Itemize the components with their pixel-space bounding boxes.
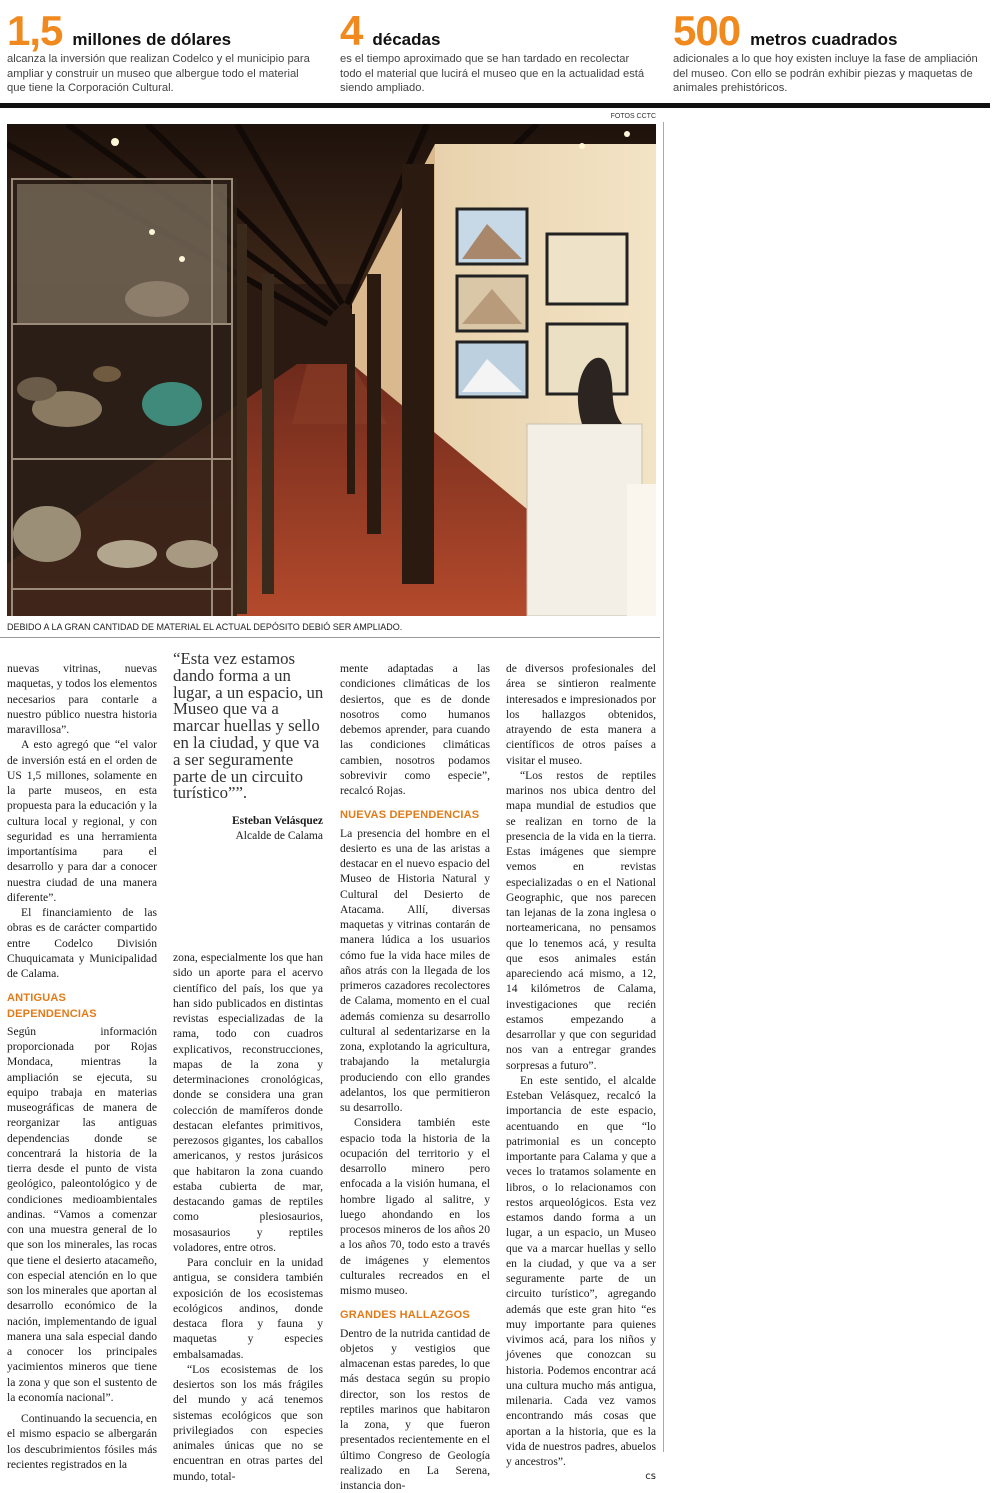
paragraph: zona, especialmente los que han sido un aporte para el acervo científico del país, los que ya han sido publicados en distintas revistas especializadas de la rama, todo con cuadros explicativos, reconstrucciones, mapas de la zona y determinaciones cronológicas, donde se considera una gran colección de mamíferos donde destacan elefantes primitivos, perezosos gigantes, los caballos americanos, y restos jurásicos que habitaron la zona cuando estaba cubierta de mar, destacando gamas de reptiles como plesiosaurios, mosasaurios y reptiles voladores, entre otros. bbox=[173, 950, 323, 1255]
stat-description: alcanza la inversión que realizan Codelco y el municipio para ampliar y construir un museo que albergue todo el material que tiene la Corporación Cultural. bbox=[7, 52, 317, 96]
paragraph: nuevas vitrinas, nuevas maquetas, y todos los elementos necesarios para contarle a nuestro público nuestra historia maravillosa”. bbox=[7, 661, 157, 737]
subheading: NUEVAS DEPENDENCIAS bbox=[340, 808, 490, 823]
paragraph: Considera también este espacio toda la historia de la ocupación del territorio y el desarrollo minero pero enfocada a la visión humana, el hombre ligado al salitre, y luego ahondando en los procesos mineros de los años 20 a los años 70, todo esto a través de imágenes y elementos culturales recreados en el mismo museo. bbox=[340, 1115, 490, 1298]
paragraph: A esto agregó que “el valor de inversión está en el orden de US 1,5 millones, solamente en la parte museos, en esta propuesta para la educación y la cultura local y regional, y con seguridad es una herramienta importantísima para el desarrollo y para dar a conocer nuestra ciudad de una manera diferente”. bbox=[7, 737, 157, 905]
end-mark: cs bbox=[645, 1469, 656, 1484]
paragraph: Dentro de la nutrida cantidad de objetos y vestigios que almacenan estas paredes, lo que más destaca según su propio director, son los restos de reptiles marinos que habitaron la zona, y que fueron presentados recientemente en el último Congreso de Geología realizado en La Serena, instancia don- bbox=[340, 1326, 490, 1493]
stat-unit: metros cuadrados bbox=[750, 30, 897, 50]
header-rule bbox=[0, 103, 990, 108]
stat-number: 1,5 bbox=[7, 10, 62, 52]
paragraph: En este sentido, el alcalde Esteban Velásquez, recalcó la importancia de este espacio, acentuando en que “lo patrimonial es un concepto importante para Calama y que a veces lo tratamos solamente en libros, o lo relacionamos con restos arqueológicos. Esta vez estamos dando forma a un lugar, a un espacio, un Museo que va a marcar huellas y sello en la ciudad, y que va a ser seguramente parte de un circuito turístico”, agregando además que este gran hito “es muy importante para quienes vivimos acá, para los niños y jóvenes que conozcan su historia. Podemos encontrar acá una cultura mucho más antigua, milenaria. Cada vez vamos encontrando más cosas que aportan a la historia, que es la vida de nuestros padres, abuelos y ancestros”. bbox=[506, 1073, 656, 1470]
stat-number: 4 bbox=[340, 10, 362, 52]
article-column-4 bbox=[506, 661, 656, 1485]
stat-decades bbox=[340, 10, 650, 96]
stat-unit: millones de dólares bbox=[72, 30, 231, 50]
paragraph: “Los restos de reptiles marinos nos ubica dentro del mapa mundial de estudios que se realizan en torno de la presencia de la vida en la tierra. Estas imágenes que siempre vemos en revistas especializadas o en el National Geographic, que nos parecen tan lejanas de la zona inglesa o norteamericana, no pensamos que lo tenemos acá, y resulta que esos animales están apareciendo acá mismo, a 12, 14 kilómetros de Calama, investigaciones que recién estamos empezando a desarrollar y que con seguridad nos van a entregar grandes sorpresas a futuro”. bbox=[506, 768, 656, 1073]
article-column-2 bbox=[173, 950, 323, 1484]
stat-description: adicionales a lo que hoy existen incluye la fase de ampliación del museo. Con ello se podrán exhibir piezas y maquetas de animales prehistóricos. bbox=[673, 52, 983, 96]
photo-caption: DEBIDO A LA GRAN CANTIDAD DE MATERIAL EL ACTUAL DEPÓSITO DEBIÓ SER AMPLIADO. bbox=[7, 622, 656, 632]
paragraph: Continuando la secuencia, en el mismo espacio se albergarán los descubrimientos fósiles más recientes registrados en la bbox=[7, 1411, 157, 1472]
paragraph: Para concluir en la unidad antigua, se considera también exposición de los ecosistemas ecológicos andinos, donde destaca flora y fauna y maquetas y especies embalsamadas. bbox=[173, 1255, 323, 1362]
paragraph: de diversos profesionales del área se sintieron realmente interesados e impresionados por los hallazgos obtenidos, atrayendo de esta manera a científicos de otros países a visitar el museo. bbox=[506, 661, 656, 768]
subheading: GRANDES HALLAZGOS bbox=[340, 1308, 490, 1323]
paragraph: Según información proporcionada por Rojas Mondaca, mientras la ampliación se ejecuta, su equipo trabaja en materias museográficas de manera de reorganizar las antiguas dependencias donde se concentrará la historia de la tierra desde el punto de vista geológico, paleontológico y de condiciones medioambientales andinas. “Vamos a comenzar con una muestra general de lo que son los minerales, las rocas que tiene el desierto atacameño, con especial atención en lo que son los minerales que aportan al desarrollo económico de la nación, implementando de igual manera una sala especial dando a conocer los principales yacimientos mineros que tiene la zona y que son el sustento de la economía nacional”. bbox=[7, 1024, 157, 1405]
quote-author: Esteban Velásquez bbox=[173, 815, 323, 827]
paragraph: La presencia del hombre en el desierto es una de las aristas a destacar en el nuevo espacio del Museo de Historia Natural y Cultural del Desierto de Atacama. Allí, diversas maquetas y vitrinas contarán de manera lúdica a los usuarios cómo fue la vida hace miles de años atrás con la llegada de los primeros cazadores recolectores de Calama, momento en el cual además comienza su desarrollo cultural al sedentarizarse en la zona, explotando la agricultura, trabajando la metalurgia produciendo con ello grandes adelantos, los que permitieron su desarrollo. bbox=[340, 826, 490, 1116]
stat-square-meters bbox=[673, 10, 983, 96]
paragraph: “Los ecosistemas de los desiertos son los más frágiles del mundo y acá tenemos sistemas ecológicos que son privilegiados con especies animales únicas que no se encuentran en otras partes del mundo, total- bbox=[173, 1362, 323, 1484]
museum-photo-illustration bbox=[7, 124, 656, 616]
stat-description: es el tiempo aproximado que se han tardado en recolectar todo el material que lucirá el museo que en la actualidad está siendo ampliado. bbox=[340, 52, 650, 96]
photo-credit: FOTOS CCTC bbox=[560, 113, 656, 120]
paragraph: El financiamiento de las obras es de carácter compartido entre Codelco División Chuquicamata y Municipalidad de Calama. bbox=[7, 905, 157, 981]
stat-unit: décadas bbox=[372, 30, 440, 50]
stat-number: 500 bbox=[673, 10, 740, 52]
stats-band bbox=[0, 0, 990, 110]
quote-author-role: Alcalde de Calama bbox=[173, 830, 323, 842]
article-column-3 bbox=[340, 661, 490, 1493]
pull-quote: “Esta vez estamos dando forma a un lugar, a un espacio, un Museo que va a marcar huellas y sello en la ciudad, y que va a ser seguramente parte de un circuito turístico””. bbox=[173, 651, 325, 802]
caption-rule bbox=[0, 637, 660, 638]
stat-investment bbox=[7, 10, 317, 96]
paragraph: mente adaptadas a las condiciones climáticas de los desiertos, que es de donde nosotros como humanos debemos aprender, para cuando las condiciones climáticas cambien, nosotros podamos sobrevivir como especie”, recalcó Rojas. bbox=[340, 661, 490, 798]
article-column-1 bbox=[7, 661, 157, 1472]
subheading: ANTIGUAS DEPENDENCIAS bbox=[7, 991, 157, 1022]
museum-photo bbox=[7, 124, 656, 616]
column-rule bbox=[663, 122, 664, 1452]
